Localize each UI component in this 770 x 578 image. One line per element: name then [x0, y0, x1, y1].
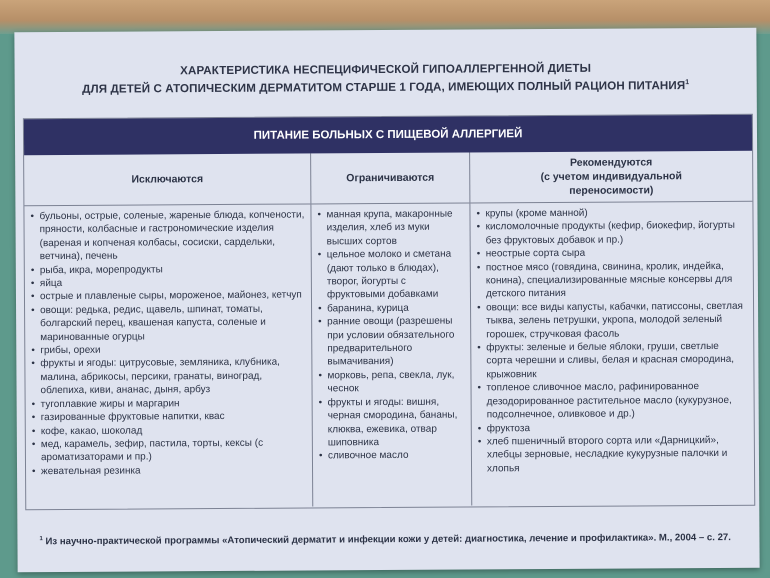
list-item: • сливочное масло [319, 449, 465, 463]
list-item: • фрукты и ягоды: цитрусовые, земляника, клубника, малина, абрикосы, персики, гранаты, виноград, облепиха, киви, ананас, дыня, арбуз [31, 356, 305, 398]
list-item: • газированные фруктовые напитки, квас [32, 410, 306, 425]
list-item: • кофе, какао, шоколад [32, 423, 306, 438]
heading-line: Рекомендуются [570, 156, 653, 169]
column-body-limited [311, 203, 471, 463]
list-item: • манная крупа, макаронные изделия, хлеб из муки высших сортов [317, 208, 463, 249]
column-body-excluded [24, 204, 312, 478]
footnote [39, 532, 749, 548]
table-header: ПИТАНИЕ БОЛЬНЫХ С ПИЩЕВОЙ АЛЛЕРГИЕЙ [24, 115, 752, 155]
list-item: • кисломолочные продукты (кефир, биокефир, йогурты без фруктовых добавок и пр.) [477, 219, 747, 247]
list-item: • рыба, икра, морепродукты [31, 262, 305, 277]
list-item: • постное мясо (говядина, свинина, кролик, индейка, конина), специализированные мясные консервы для детского питания [477, 259, 747, 301]
column-heading-recommended [470, 151, 752, 204]
list-item: • баранина, курица [318, 301, 464, 315]
column-recommended [470, 151, 754, 506]
column-heading-excluded: Исключаются [24, 153, 310, 206]
list-item: • хлеб пшеничный второго сорта или «Дарницкий», хлебцы зерновые, несладкие кукурузные палочки и хлопья [478, 434, 748, 476]
list-item: • ранние овощи (разрешены при условии обязательного предварительного вымачивания) [318, 315, 464, 370]
list-item: • грибы, орехи [31, 343, 305, 358]
column-heading-limited: Ограничиваются [311, 152, 469, 204]
heading-line: переносимости) [569, 184, 654, 197]
title-line-1: ХАРАКТЕРИСТИКА НЕСПЕЦИФИЧЕСКОЙ ГИПОАЛЛЕРГЕННОЙ ДИЕТЫ [180, 61, 592, 78]
list-item: • морковь, репа, свекла, лук, чеснок [318, 368, 464, 396]
column-excluded [24, 153, 313, 508]
list-item: • цельное молоко и сметана (дают только в блюдах), творог, йогурты с фруктовыми добавками [318, 248, 464, 303]
footnote-text: Из научно-практической программы «Атопический дерматит и инфекции кожи у детей: диагностика, лечение и профилактика». М., 2004 – с. 27. [45, 532, 731, 548]
table-columns [24, 151, 754, 508]
column-limited [311, 152, 472, 506]
diet-table [23, 114, 755, 510]
diet-sheet [14, 28, 759, 573]
list-item: • фруктоза [478, 420, 748, 435]
list-item: • острые и плавленые сыры, мороженое, майонез, кетчуп [31, 289, 305, 304]
list-item: • фрукты и ягоды: вишня, черная смородина, бананы, клюква, ежевика, отвар шиповника [319, 395, 465, 450]
title-line-2: ДЛЯ ДЕТЕЙ С АТОПИЧЕСКИМ ДЕРМАТИТОМ СТАРШЕ 1 ГОДА, ИМЕЮЩИХ ПОЛНЫЙ РАЦИОН ПИТАНИЯ$^1$ [82, 79, 690, 96]
list-item: • жевательная резинка [32, 463, 306, 478]
list-item: • неострые сорта сыра [477, 246, 747, 261]
column-body-recommended [470, 202, 754, 476]
list-item: • топленое сливочное масло, рафинированное дезодорированное растительное масло (кукурузное, подсолнечное, оливковое и др.) [478, 380, 748, 422]
heading-line: (с учетом индивидуальной [540, 170, 682, 184]
list-item: • овощи: редька, редис, щавель, шпинат, томаты, болгарский перец, квашеная капуста, соленые и маринованные огурцы [31, 302, 305, 344]
document-title [15, 60, 757, 97]
list-item: • крупы (кроме манной) [476, 206, 746, 221]
footnote-mark: 1 [39, 536, 43, 543]
list-item: • овощи: все виды капусты, кабачки, патиссоны, светлая тыква, зелень петрушки, укропа, молодой зеленый горошек, стручковая фасоль [477, 300, 747, 342]
list-item: • бульоны, острые, соленые, жареные блюда, копчености, пряности, колбасные и гастрономические изделия (вареная и копченая колбасы, сосиски, сардельки, ветчина), печень [30, 209, 304, 264]
list-item: • яйца [31, 276, 305, 291]
list-item: • мед, карамель, зефир, пастила, торты, кексы (с ароматизаторами и пр.) [32, 436, 306, 464]
list-item: • фрукты: зеленые и белые яблоки, груши, светлые сорта черешни и сливы, белая и красная смородина, крыжовник [477, 340, 747, 382]
title-footnote-mark: 1 [685, 79, 690, 87]
list-item: • тугоплавкие жиры и маргарин [32, 396, 306, 411]
